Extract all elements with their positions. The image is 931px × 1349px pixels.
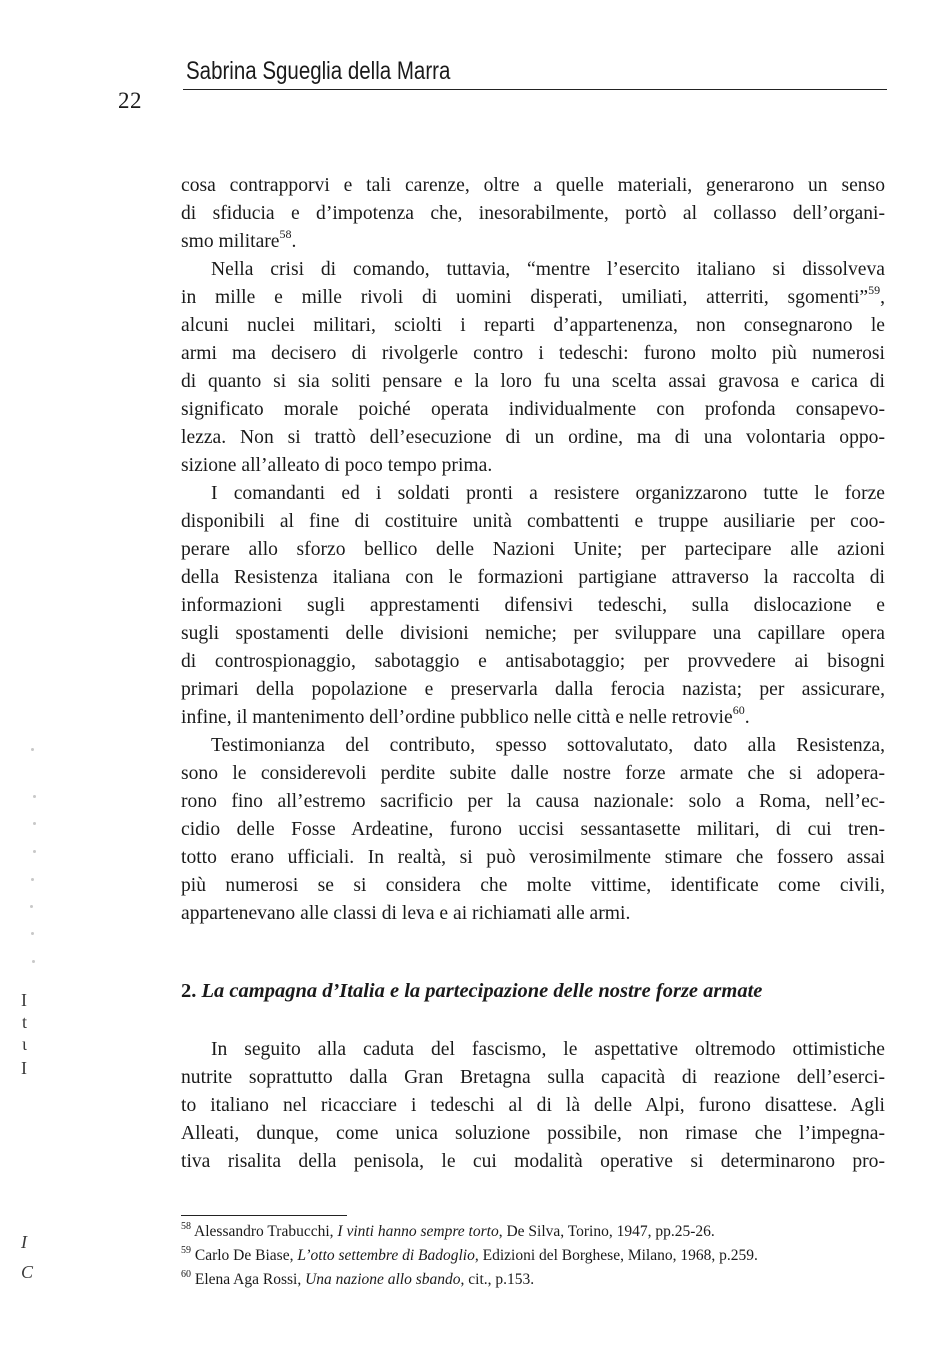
section-heading — [181, 980, 762, 1003]
text-line: sono le considerevoli perdite subite dalle nostre forze armate che si adopera- — [181, 763, 885, 784]
text-line: totto erano ufficiali. In realtà, si può verosimilmente stimare che fossero assai — [181, 847, 885, 868]
text-line: disponibili al fine di costituire unità combattenti e truppe ausiliarie per coo- — [181, 511, 885, 532]
running-head: Sabrina Sgueglia della Marra — [186, 57, 451, 85]
text-line: significato morale poiché operata individualmente con profonda consapevo- — [181, 399, 885, 420]
text-line: nutrite soprattutto dalla Gran Bretagna sulla capacità di reazione dell’eserci- — [181, 1067, 885, 1088]
text-line: Testimonianza del contributo, spesso sottovalutato, dato alla Resistenza, — [211, 735, 885, 756]
text-line: primari della popolazione e preservarla dalla ferocia nazista; per assicurare, — [181, 679, 885, 700]
text-line: I comandanti ed i soldati pronti a resistere organizzarono tutte le forze — [211, 483, 885, 504]
bleed-char: C — [21, 1262, 34, 1282]
text-line: tiva risalita della penisola, le cui modalità operative si determinarono pro- — [181, 1151, 885, 1172]
bleed-char: I — [21, 1232, 27, 1252]
footnote-number: 58 — [181, 1221, 191, 1232]
text-line: più numerosi se si considera che molte vittime, identificate come civili, — [181, 875, 885, 896]
scan-speck — [32, 960, 35, 963]
footnote-title: I vinti hanno sempre torto — [337, 1223, 499, 1240]
footnote-title: Una nazione allo sbando — [305, 1271, 461, 1288]
section-number: 2. — [181, 980, 197, 1002]
scan-speck — [30, 905, 33, 908]
footnote-author: Elena Aga Rossi, — [194, 1271, 306, 1288]
text-line: Nella crisi di comando, tuttavia, “mentre l’esercito italiano si dissolveva — [211, 259, 885, 280]
footnote-ref[interactable]: 58 — [279, 227, 292, 241]
text-line: lezza. Non si trattò dell’esecuzione di un ordine, ma di una volontaria oppo- — [181, 427, 885, 448]
text-line: di quanto si sia soliti pensare e la loro fu una scelta assai gravosa e carica di — [181, 371, 885, 392]
scan-speck — [33, 795, 36, 798]
footnote-details: , Edizioni del Borghese, Milano, 1968, p.259. — [474, 1247, 758, 1264]
bleed-char: I — [21, 990, 27, 1010]
text-line: appartenevano alle classi di leva e ai richiamati alle armi. — [181, 903, 631, 924]
scan-speck — [33, 850, 36, 853]
text-line: smo militare$^{58}$. — [181, 227, 297, 252]
scan-speck — [33, 822, 36, 825]
text-line: informazioni sugli apprestamenti difensivi tedeschi, sulla dislocazione e — [181, 595, 885, 616]
bleed-char: t — [22, 1012, 28, 1032]
footnote-ref[interactable]: 60 — [732, 703, 745, 717]
footnote-author: Alessandro Trabucchi, — [194, 1223, 338, 1240]
text-line: sugli spostamenti delle divisioni nemiche; per sviluppare una capillare opera — [181, 623, 885, 644]
scan-speck — [31, 748, 34, 751]
text-line: in mille e mille rivoli di uomini disperati, umiliati, atterriti, sgomenti” — [181, 287, 869, 308]
text-line: to italiano nel ricacciare i tedeschi al di là delle Alpi, furono disattese. Agli — [181, 1095, 885, 1116]
text-line: Alleati, dunque, come unica soluzione possibile, non rimase che l’impegna- — [181, 1123, 885, 1144]
text-line: alcuni nuclei militari, sciolti i reparti d’appartenenza, non consegnarono le — [181, 315, 885, 336]
footnote-rule — [181, 1215, 347, 1216]
text-line: smo militare — [181, 231, 280, 252]
punctuation: , — [880, 287, 885, 308]
text-line: rono fino all’estremo sacrificio per la causa nazionale: solo a Roma, nell’ec- — [181, 791, 885, 812]
scan-speck — [31, 878, 34, 881]
scan-speck — [31, 932, 34, 935]
text-line: della Resistenza italiana con le formazioni partigiane attraverso la raccolta di — [181, 567, 885, 588]
text-line: infine, il mantenimento dell’ordine pubblico nelle città e nelle retrovie — [181, 707, 733, 728]
text-line: sizione all’alleato di poco tempo prima. — [181, 455, 493, 476]
page-number: 22 — [118, 88, 142, 113]
text-line — [181, 704, 885, 732]
footnote — [181, 1245, 758, 1267]
footnote-details: , De Silva, Torino, 1947, pp.25-26. — [498, 1223, 715, 1240]
footnote — [181, 1221, 715, 1243]
punctuation: . — [744, 707, 750, 728]
text-line: di controspionaggio, sabotaggio e antisabotaggio; per provvedere ai bisogni — [181, 651, 885, 672]
footnote-ref[interactable]: 59 — [868, 283, 881, 297]
text-line: cidio delle Fosse Ardeatine, furono uccisi sessantasette militari, di cui tren- — [181, 819, 885, 840]
text-line: armi ma decisero di rivolgerle contro i tedeschi: furono molto più numerosi — [181, 343, 885, 364]
footnote-author: Carlo De Biase, — [194, 1247, 298, 1264]
section-title: La campagna d’Italia e la partecipazione delle nostre forze armate — [201, 980, 763, 1002]
footnote-number: 59 — [181, 1245, 191, 1256]
text-line: perare allo sforzo bellico delle Nazioni Unite; per partecipare alle azioni — [181, 539, 885, 560]
text-line — [181, 284, 885, 312]
text-line: cosa contrapporvi e tali carenze, oltre a quelle materiali, generarono un senso — [181, 175, 885, 196]
footnote-title: L’otto settembre di Badoglio — [297, 1247, 475, 1264]
text-line: di sfiducia e d’impotenza che, inesorabilmente, portò al collasso dell’organi- — [181, 203, 885, 224]
bleed-char: I — [21, 1058, 27, 1078]
footnote-details: , cit., p.153. — [460, 1271, 535, 1288]
footnote-number: 60 — [181, 1269, 191, 1280]
footnote — [181, 1269, 534, 1291]
bleed-char: ι — [22, 1034, 27, 1054]
header-rule — [183, 89, 887, 90]
text-line: In seguito alla caduta del fascismo, le aspettative oltremodo ottimistiche — [211, 1039, 885, 1060]
